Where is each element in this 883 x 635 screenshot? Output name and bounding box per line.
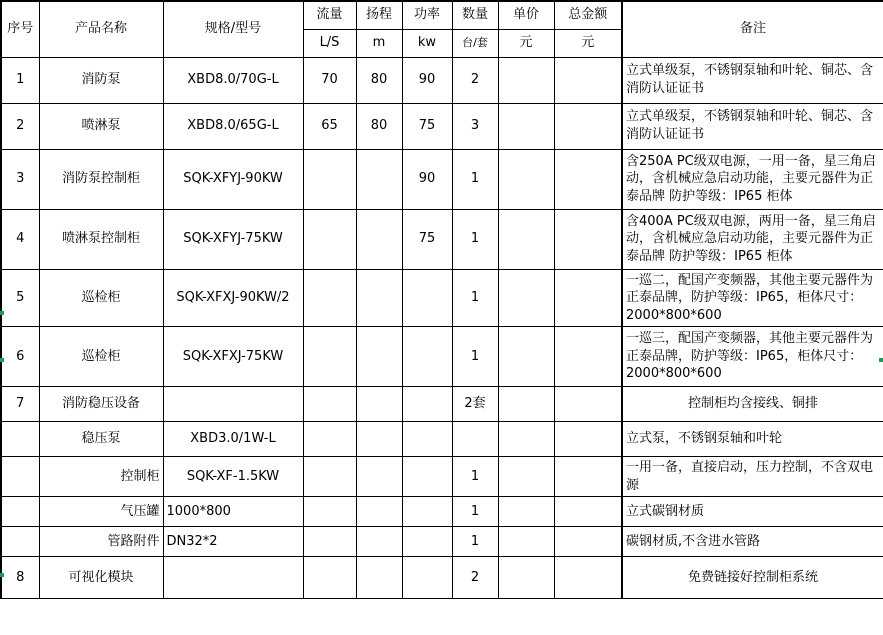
cell-spec[interactable]: XBD3.0/1W-L [163,422,303,457]
table-row[interactable] [1,327,883,387]
cell-spec[interactable]: SQK-XFYJ-90KW [163,149,303,209]
header-price-unit: 元 [498,29,554,57]
cell-note[interactable] [622,269,883,327]
cell-price[interactable] [498,209,554,269]
cell-flow[interactable] [303,557,356,599]
cell-seq[interactable]: 4 [1,209,39,269]
cell-total[interactable] [554,327,622,387]
cell-qty[interactable]: 1 [452,149,498,209]
cell-spec[interactable]: XBD8.0/70G-L [163,57,303,103]
cell-flow[interactable]: 70 [303,57,356,103]
note-text: 含400A PC级双电源，两用一备，星三角启动，含机械应急启动功能，主要元器件为正泰品牌 防护等级：IP65 柜体 [626,213,876,264]
cell-note[interactable] [622,527,883,557]
cell-qty[interactable]: 2套 [452,387,498,422]
cell-total[interactable] [554,457,622,497]
table-row[interactable] [1,557,883,599]
cell-note[interactable] [622,557,883,599]
cell-price[interactable] [498,149,554,209]
cell-spec[interactable]: DN32*2 [163,527,303,557]
cell-total[interactable] [554,149,622,209]
cell-power[interactable] [402,327,452,387]
cell-seq[interactable]: 2 [1,103,39,149]
cell-price[interactable] [498,57,554,103]
cell-total[interactable] [554,387,622,422]
cell-total[interactable] [554,269,622,327]
cell-marker-left-2 [0,358,4,362]
cell-note[interactable] [622,387,883,422]
cell-seq[interactable]: 7 [1,387,39,422]
header-seq: 序号 [1,1,39,57]
cell-flow[interactable] [303,527,356,557]
cell-head[interactable]: 80 [356,57,402,103]
cell-total[interactable] [554,57,622,103]
note-text: 免费链接好控制柜系统 [687,569,818,585]
cell-flow[interactable] [303,327,356,387]
cell-spec[interactable]: XBD8.0/65G-L [163,103,303,149]
cell-head[interactable] [356,527,402,557]
header-power: 功率 [402,1,452,29]
header-flow: 流量 [303,1,356,29]
note-text: 立式泵，不锈钢泵轴和叶轮 [626,431,783,447]
cell-total[interactable] [554,497,622,527]
header-qty: 数量 [452,1,498,29]
cell-head[interactable] [356,269,402,327]
cell-note[interactable] [622,422,883,457]
cell-price[interactable] [498,327,554,387]
header-price: 单价 [498,1,554,29]
note-text: 一巡二，配国产变频器，其他主要元器件为正泰品牌，防护等级：IP65，柜体尺寸：2000*800*600 [626,272,874,323]
cell-spec[interactable]: 1000*800 [163,497,303,527]
cell-flow[interactable] [303,269,356,327]
cell-product-name[interactable]: 喷淋泵控制柜 [39,209,163,269]
cell-head[interactable] [356,497,402,527]
cell-spec[interactable]: SQK-XFXJ-75KW [163,327,303,387]
note-text: 立式单级泵，不锈钢泵轴和叶轮、铜芯、含消防认证证书 [626,63,874,96]
cell-product-name[interactable]: 控制柜 [39,457,163,497]
cell-note[interactable] [622,209,883,269]
header-head: 扬程 [356,1,402,29]
note-text: 立式碳钢材质 [626,503,705,519]
cell-power[interactable]: 75 [402,209,452,269]
cell-seq[interactable]: 5 [1,269,39,327]
cell-note[interactable] [622,149,883,209]
cell-marker-left-1 [0,311,4,315]
cell-flow[interactable] [303,497,356,527]
cell-seq[interactable] [1,527,39,557]
cell-power[interactable] [402,269,452,327]
note-text: 立式单级泵，不锈钢泵轴和叶轮、铜芯、含消防认证证书 [626,109,874,142]
note-text: 碳钢材质,不含进水管路 [626,533,761,549]
cell-head[interactable]: 80 [356,103,402,149]
cell-product-name[interactable]: 稳压泵 [39,422,163,457]
cell-qty[interactable]: 1 [452,497,498,527]
cell-qty[interactable]: 2 [452,557,498,599]
cell-total[interactable] [554,422,622,457]
header-total: 总金额 [554,1,622,29]
table-row[interactable] [1,457,883,497]
cell-head[interactable] [356,557,402,599]
cell-price[interactable] [498,269,554,327]
cell-price[interactable] [498,527,554,557]
cell-qty[interactable]: 1 [452,209,498,269]
cell-product-name[interactable]: 消防泵 [39,57,163,103]
cell-product-name[interactable]: 消防泵控制柜 [39,149,163,209]
table-body [1,57,883,599]
cell-flow[interactable] [303,149,356,209]
cell-power[interactable] [402,527,452,557]
header-flow-unit: L/S [303,29,356,57]
header-spec: 规格/型号 [163,1,303,57]
cell-seq[interactable]: 3 [1,149,39,209]
cell-flow[interactable] [303,387,356,422]
table-row[interactable] [1,527,883,557]
cell-head[interactable] [356,457,402,497]
cell-head[interactable] [356,422,402,457]
cell-spec[interactable]: SQK-XF-1.5KW [163,457,303,497]
cell-marker-left-3 [0,573,4,577]
cell-product-name[interactable]: 消防稳压设备 [39,387,163,422]
cell-product-name[interactable]: 巡检柜 [39,269,163,327]
cell-spec[interactable]: SQK-XFYJ-75KW [163,209,303,269]
header-name: 产品名称 [39,1,163,57]
header-head-unit: m [356,29,402,57]
cell-price[interactable] [498,387,554,422]
cell-seq[interactable]: 1 [1,57,39,103]
cell-price[interactable] [498,457,554,497]
cell-power[interactable] [402,457,452,497]
cell-qty[interactable] [452,422,498,457]
cell-product-name[interactable]: 巡检柜 [39,327,163,387]
cell-qty[interactable]: 1 [452,269,498,327]
cell-power[interactable] [402,422,452,457]
cell-power[interactable]: 90 [402,57,452,103]
note-text: 一用一备，直接启动，压力控制，不含双电源 [626,460,874,493]
cell-note[interactable] [622,327,883,387]
cell-total[interactable] [554,527,622,557]
cell-qty[interactable]: 1 [452,457,498,497]
table-row[interactable] [1,269,883,327]
cell-power[interactable]: 90 [402,149,452,209]
cell-seq[interactable] [1,457,39,497]
cell-price[interactable] [498,497,554,527]
cell-flow[interactable] [303,209,356,269]
cell-qty[interactable]: 1 [452,527,498,557]
table-header-row-1 [1,1,883,29]
cell-product-name[interactable]: 可视化模块 [39,557,163,599]
cell-price[interactable] [498,103,554,149]
header-total-unit: 元 [554,29,622,57]
cell-note[interactable] [622,57,883,103]
cell-flow[interactable] [303,422,356,457]
cell-spec[interactable] [163,557,303,599]
cell-seq[interactable]: 8 [1,557,39,599]
note-text: 含250A PC级双电源，一用一备，星三角启动，含机械应急启动功能，主要元器件为正泰品牌 防护等级：IP65 柜体 [626,153,876,204]
table-row[interactable] [1,149,883,209]
cell-head[interactable] [356,387,402,422]
cell-head[interactable] [356,209,402,269]
table-row[interactable] [1,497,883,527]
cell-total[interactable] [554,557,622,599]
table-row[interactable] [1,57,883,103]
cell-power[interactable]: 75 [402,103,452,149]
note-text: 一巡三，配国产变频器，其他主要元器件为正泰品牌，防护等级：IP65，柜体尺寸：2000*800*600 [626,331,874,382]
table-row[interactable] [1,103,883,149]
cell-total[interactable] [554,209,622,269]
cell-product-name[interactable]: 气压罐 [39,497,163,527]
cell-seq[interactable]: 6 [1,327,39,387]
cell-note[interactable] [622,457,883,497]
cell-power[interactable] [402,387,452,422]
cell-power[interactable] [402,497,452,527]
table-row[interactable] [1,422,883,457]
note-text: 控制柜均含接线、铜排 [687,396,818,412]
cell-product-name[interactable]: 喷淋泵 [39,103,163,149]
cell-note[interactable] [622,103,883,149]
cell-seq[interactable] [1,422,39,457]
header-power-unit: kw [402,29,452,57]
cell-price[interactable] [498,422,554,457]
cell-total[interactable] [554,103,622,149]
cell-power[interactable] [402,557,452,599]
cell-qty[interactable]: 1 [452,327,498,387]
cell-spec[interactable] [163,387,303,422]
cell-head[interactable] [356,149,402,209]
cell-marker-right-1 [879,358,883,362]
cell-price[interactable] [498,557,554,599]
cell-qty[interactable]: 2 [452,57,498,103]
cell-spec[interactable]: SQK-XFXJ-90KW/2 [163,269,303,327]
header-note: 备注 [622,1,883,57]
table-row[interactable] [1,209,883,269]
cell-head[interactable] [356,327,402,387]
cell-seq[interactable] [1,497,39,527]
cell-product-name[interactable]: 管路附件 [39,527,163,557]
header-qty-unit: 台/套 [452,29,498,57]
cell-flow[interactable] [303,457,356,497]
cell-qty[interactable]: 3 [452,103,498,149]
table-row[interactable] [1,387,883,422]
cell-note[interactable] [622,497,883,527]
cell-flow[interactable]: 65 [303,103,356,149]
